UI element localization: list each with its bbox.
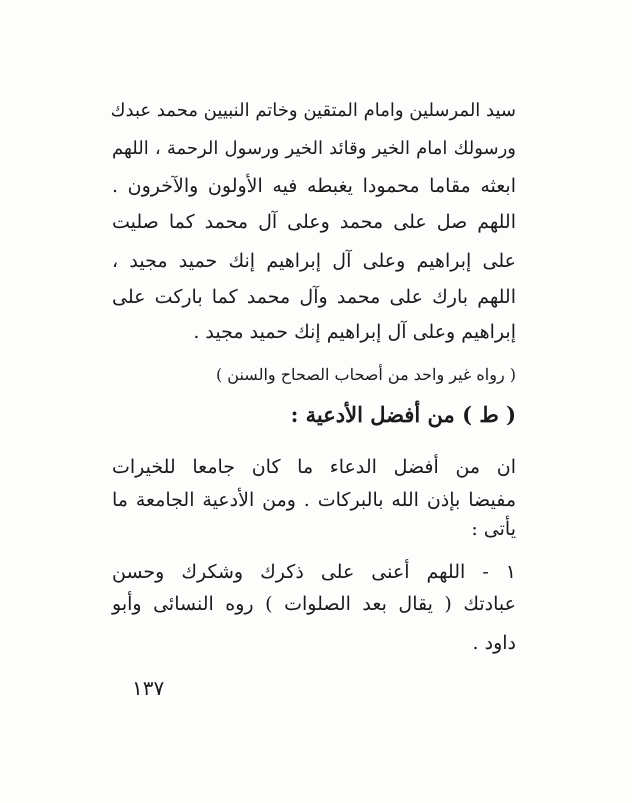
intro-line-2: مفيضا بإذن الله بالبركات . ومن الأدعية الجامعة ما — [112, 489, 516, 511]
prayer-line-2: ورسولك امام الخير وقائد الخير ورسول الرحمة ، اللهم — [112, 138, 516, 159]
item1-line-2: عبادتك ( يقال بعد الصلوات ) روه النسائى وأبو — [112, 593, 516, 615]
intro-line-1: ان من أفضل الدعاء ما كان جامعا للخيرات — [112, 456, 516, 478]
prayer-line-3: ابعثه مقاما محمودا يغبطه فيه الأولون والآخرون . — [112, 175, 516, 197]
section-heading: ( ط ) من أفضل الأدعية : — [290, 402, 516, 427]
prayer-line-4: اللهم صل على محمد وعلى آل محمد كما صليت — [112, 211, 516, 233]
source-note: ( رواه غير واحد من أصحاب الصحاح والسنن ) — [215, 365, 516, 384]
prayer-line-5: على إبراهيم وعلى آل إبراهيم إنك حميد مجيد ، — [112, 250, 516, 272]
prayer-line-7: إبراهيم وعلى آل إبراهيم إنك حميد مجيد . — [193, 321, 516, 343]
page-number: ١٣٧ — [132, 676, 165, 700]
item1-line-3: داود . — [472, 632, 516, 654]
prayer-line-6: اللهم بارك على محمد وآل محمد كما باركت على — [112, 286, 516, 308]
prayer-line-1: سيد المرسلين وامام المتقين وخاتم النبيين محمد عبدك — [110, 100, 516, 121]
item1-line-1: ١ - اللهم أعنى على ذكرك وشكرك وحسن — [112, 561, 516, 583]
intro-line-3: يأتى : — [471, 518, 516, 540]
